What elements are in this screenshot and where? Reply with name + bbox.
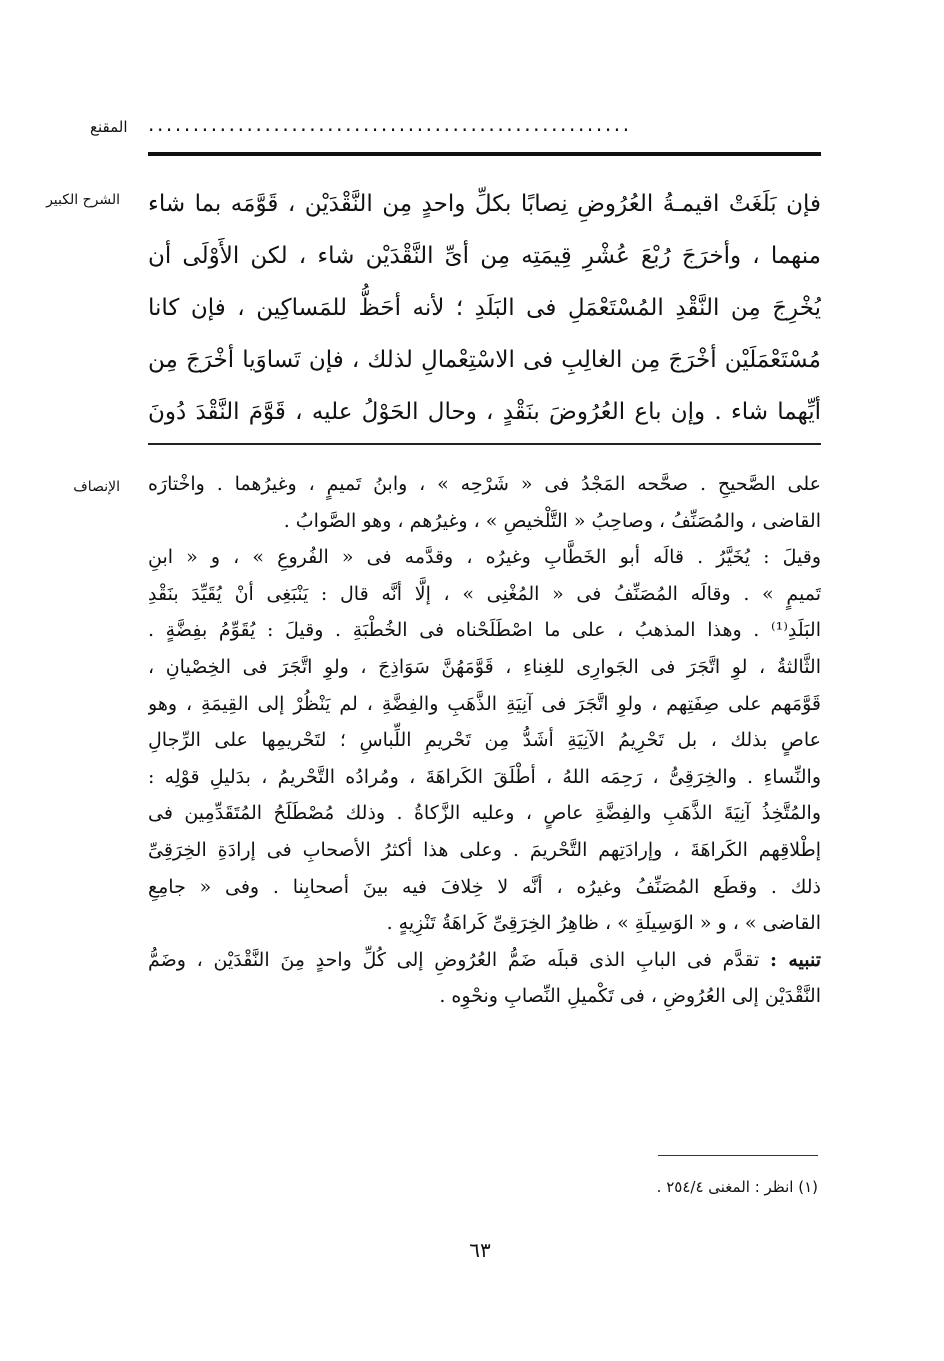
insaf-line: إطْلاقِهم الكَراهَةَ ، وإرادَتِهم التَّحْريمَ . وعلى هذا أكثرُ الأصحابِ فى إرادَةِ الخِرَقِىِّ: [148, 838, 821, 861]
sharh-line: أيِّهما شاء . وإن باع العُرُوضَ بنَقْدٍ ، وحال الحَوْلُ عليه ، قَوَّمَ النَّقْدَ دُونَ: [148, 399, 821, 425]
sharh-line: منهما ، وأخرَجَ رُبْعَ عُشْرِ قِيمَتِه مِن أىِّ النَّقْدَيْن شاء ، لكن الأَوْلَى أن: [148, 243, 821, 269]
tanbih-line: النَّقْدَيْن إلى العُرُوضِ ، فى تَكْميلِ النِّصابِ ونحْوِه .: [439, 985, 821, 1008]
tanbih-text: تقدَّم فى البابِ الذى قبلَه ضَمُّ العُرُوضِ إلى كُلِّ واحدٍ مِنَ النَّقْدَيْن ، وضَمُّ: [148, 948, 760, 971]
insaf-line: والنِّساءِ . والخِرَقِىُّ ، رَحِمَه اللهُ ، أطْلَقَ الكَراهَةَ ، ومُرادُه التَّحْريمُ ، بدَليلِ قوْلِه :: [148, 765, 821, 788]
side-label-sharh: الشرح الكبير: [46, 192, 120, 208]
insaf-line: وقيلَ : يُخَيَّرُ . قالَه أبو الخَطَّابِ وغيرُه ، وقدَّمه فى « الفُروعِ » ، و « ابنِ: [148, 546, 821, 569]
insaf-line: الثَّالثةُ ، لوِ اتَّجَرَ فى الجَوارِى للغِناءِ ، قَوَّمَهُنَّ سَوَاذِجَ ، ولوِ اتَّجَرَ فى الخِصْيانِ ،: [148, 655, 821, 678]
footnote: (١) انظر : المغنى ٢٥٤/٤ .: [656, 1178, 818, 1196]
header-dotted-leader: ......................................................: [148, 112, 632, 136]
insaf-line: القاضى ، والمُصَنِّفُ ، وصاحِبُ « التَّلْخيصِ » ، وغيرُهم ، وهو الصَّوابُ .: [283, 509, 821, 532]
sharh-text-block: [148, 178, 821, 438]
insaf-line: تَميمٍ » . وقالَه المُصَنِّفُ فى « المُغْنِى » ، إلَّا أنَّه قال : يَنْبَغِى أنْ يُقَيِّدَ بنَقْدِ: [148, 582, 821, 605]
insaf-line: البَلَدِ⁽¹⁾ . وهذا المذهبُ ، على ما اصْطَلَحْناه فى الخُطْبَةِ . وقيلَ : يُقَوِّمُ بفِضَّةٍ .: [148, 619, 821, 642]
tanbih-line: [148, 942, 821, 979]
insaf-line: القاضى » ، و « الوَسِيلَةِ » ، ظاهِرُ الخِرَقِىِّ كَراهَةُ تَنْزِيهٍ .: [386, 912, 821, 935]
insaf-text-block: [148, 466, 821, 1015]
sharh-line: مُسْتَعْمَلَيْن أخْرَجَ مِن الغالِبِ فى الاسْتِعْمالِ لذلك ، فإن تَساوَيا أخْرَجَ مِن: [148, 347, 821, 373]
sharh-line: يُخْرِجَ مِن النَّقْدِ المُسْتَعْمَلِ فى البَلَدِ ؛ لأنه أحَظُّ للمَساكِين ، فإن كانا: [148, 295, 821, 321]
insaf-line: ذلك . وقطَع المُصَنِّفُ وغيرُه ، أنَّه لا خِلافَ فيه بينَ أصحابِنا . وفى « جامِعِ: [148, 875, 821, 898]
insaf-line: عاصٍ بذلك ، بل تَحْرِيمُ الآنِيَةِ أشَدُّ مِن تَحْريمِ اللِّباسِ ؛ لتَحْريمِها على الرِّجالِ: [148, 729, 821, 752]
footnote-rule: [658, 1155, 818, 1156]
page-number: ٦٣: [469, 1238, 491, 1262]
side-label-insaf: الإنصاف: [73, 479, 120, 495]
tanbih-label: تنبيه :: [770, 948, 821, 971]
sharh-line: فإن بَلَغَتْ اقيمـةُ العُرُوضِ نِصابًا بكلِّ واحدٍ مِن النَّقْدَيْن ، قَوَّمَه بما شاء: [148, 191, 821, 217]
header-rule: [148, 152, 821, 156]
book-title-header: المقنع: [90, 118, 128, 136]
insaf-line: قَوَّمَهم على صِفَتِهم ، ولوِ اتَّجَرَ فى آنِيَةِ الذَّهَبِ والفِضَّةِ ، لم يَنْظُرْ إلى القِيمَةِ ، وهو: [148, 692, 821, 715]
section-divider: [148, 443, 821, 445]
insaf-line: والمُتَّخِذُ آنِيَةَ الذَّهَبِ والفِضَّةِ عاصٍ ، وعليه الزَّكاةُ . وذلك مُصْطَلَحُ المُتَقَدِّمِين فى: [148, 802, 821, 825]
insaf-line: على الصَّحيحِ . صحَّحه المَجْدُ فى « شَرْحِه » ، وابنُ تَميمٍ ، وغيرُهما . واخْتارَه: [148, 473, 821, 495]
